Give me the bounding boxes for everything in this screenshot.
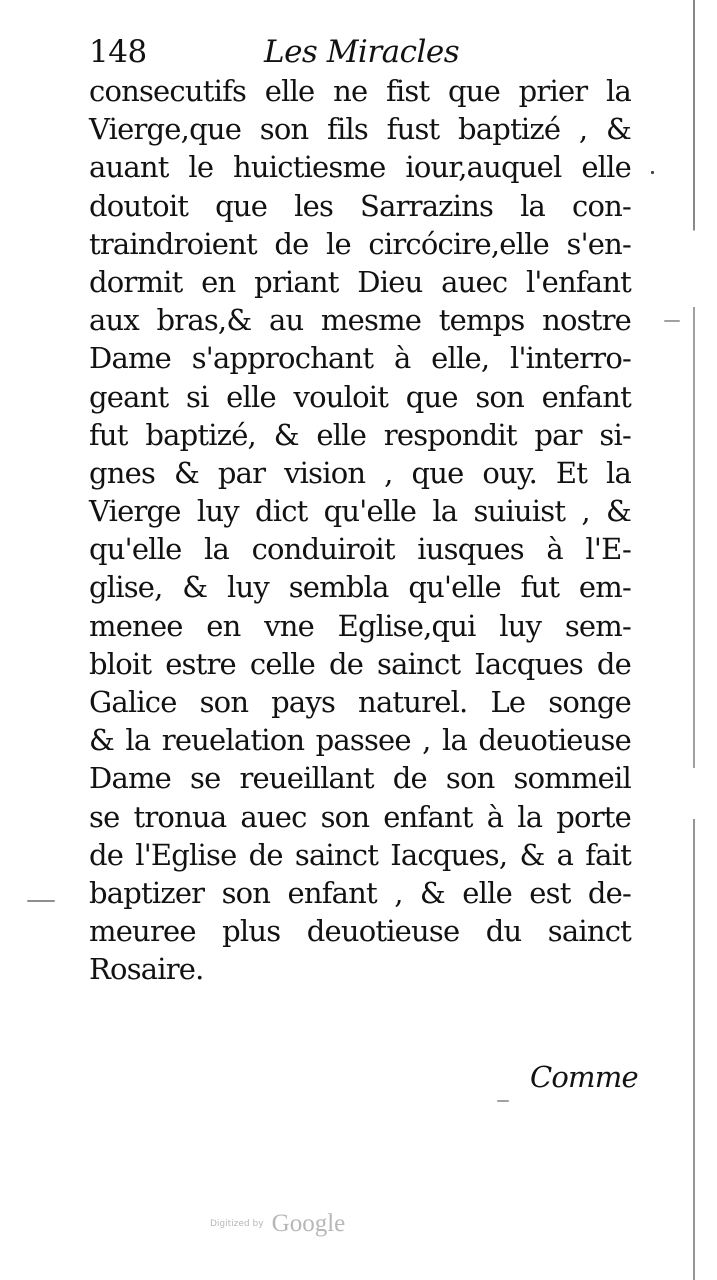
google-logo: Google (271, 1210, 346, 1237)
margin-speck (27, 900, 55, 902)
text-line: baptizer son enfant , & elle est de- (89, 875, 631, 910)
text-line: geant si elle vouloit que son enfant (89, 379, 631, 414)
page-header (89, 30, 549, 74)
text-line: Vierge luy dict qu'elle la suiuist , & (89, 494, 631, 529)
text-line: consecutifs elle ne fist que prier la (89, 74, 631, 108)
text-line: Dame se reueillant de son sommeil (89, 761, 631, 796)
text-line: de l'Eglise de sainct Iacques, & a fait (89, 837, 631, 872)
margin-speck (497, 1100, 509, 1102)
text-line: se tronua auec son enfant à la porte (89, 799, 631, 834)
text-line: doutoit que les Sarrazins la con- (89, 188, 631, 223)
page-number: 148 (89, 34, 147, 70)
margin-speck (664, 320, 680, 322)
margin-speck (651, 171, 654, 174)
digitized-watermark (210, 1210, 380, 1244)
catchword: Comme (530, 1060, 638, 1094)
digitized-by-label: Digitized by (210, 1219, 264, 1229)
text-line: fut baptizé, & elle respondit par si- (89, 417, 631, 452)
body-text (89, 72, 631, 989)
text-line: Dame s'approchant à elle, l'interro- (89, 341, 631, 376)
text-line: & la reuelation passee , la deuotieuse (89, 723, 631, 758)
text-line: meuree plus deuotieuse du sainct (89, 914, 631, 949)
text-line: auant le huictiesme iour,auquel elle (89, 150, 631, 185)
text-line: Vierge,que son fils fust baptizé , & (89, 112, 631, 147)
text-line: qu'elle la conduiroit iusques à l'E- (89, 532, 631, 567)
text-line-last: Rosaire. (89, 952, 204, 987)
text-line: Galice son pays naturel. Le songe (89, 685, 631, 719)
page-edge-shadow (693, 0, 695, 1280)
text-line: dormit en priant Dieu auec l'enfant (89, 264, 631, 299)
text-line: glise, & luy sembla qu'elle fut em- (89, 570, 631, 605)
text-line: gnes & par vision , que ouy. Et la (89, 455, 631, 490)
text-line: menee en vne Eglise,qui luy sem- (89, 608, 631, 643)
text-line: traindroient de le circócire,elle s'en- (89, 226, 631, 261)
text-line: bloit estre celle de sainct Iacques de (89, 646, 631, 681)
running-head: Les Miracles (264, 34, 460, 70)
text-line: aux bras,& au mesme temps nostre (89, 303, 631, 338)
